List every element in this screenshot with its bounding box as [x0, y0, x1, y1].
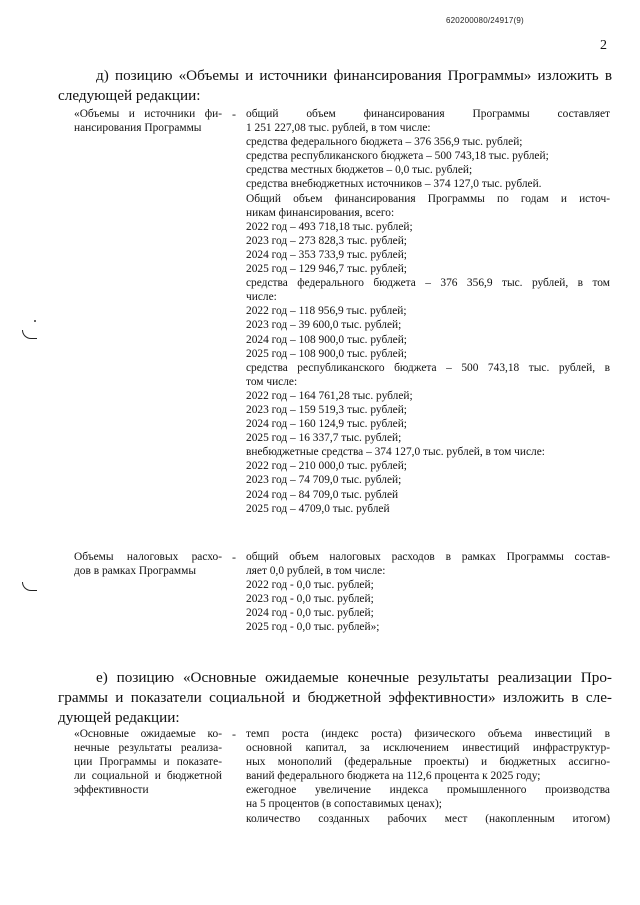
- value-line: 2023 год – 39 600,0 тыс. рублей;: [246, 319, 402, 332]
- label-line: «Основные ожидаемые ко-: [74, 728, 222, 740]
- value-line: 2024 год – 108 900,0 тыс. рублей;: [246, 333, 407, 346]
- value-line: количество созданных рабочих мест (накопленным итогом): [246, 812, 610, 825]
- value-line: средства республиканского бюджета – 500 743,18 тыс. рублей, в: [246, 361, 610, 374]
- value-line: общий объем налоговых расходов в рамках Программы состав-: [246, 551, 610, 563]
- value-line: ных монополий (федеральные проекты) и бюджетных ассигно-: [246, 756, 610, 769]
- label-line: ции Программы и показате-: [74, 756, 222, 769]
- financing-row-value: [246, 107, 610, 516]
- value-line: темп роста (индекс роста) физического объема инвестиций в: [246, 728, 610, 740]
- text-line: дующей редакции:: [58, 709, 180, 726]
- value-line: средства внебюджетных источников – 374 127,0 тыс. рублей.: [246, 178, 542, 191]
- page-number: 2: [600, 38, 607, 53]
- value-line: средства местных бюджетов – 0,0 тыс. рублей;: [246, 164, 473, 177]
- value-line: 2025 год – 16 337,7 тыс. рублей;: [246, 432, 402, 445]
- tax-expenditure-row-value: [246, 550, 610, 635]
- value-line: 2025 год – 108 900,0 тыс. рублей;: [246, 347, 407, 360]
- label-line: Объемы налоговых расхо-: [74, 551, 222, 563]
- label-line: нечные результаты реализа-: [74, 742, 222, 755]
- label-line: дов в рамках Программы: [74, 565, 196, 578]
- value-line: 2025 год – 129 946,7 тыс. рублей;: [246, 263, 407, 276]
- scan-hole-mark: [22, 330, 37, 339]
- value-line: 2022 год – 118 956,9 тыс. рублей;: [246, 305, 407, 318]
- value-line: 2023 год – 74 709,0 тыс. рублей;: [246, 474, 402, 487]
- value-line: 1 251 227,08 тыс. рублей, в том числе:: [246, 122, 431, 135]
- text-line: е) позицию «Основные ожидаемые конечные результаты реализации Про-: [96, 669, 612, 686]
- results-row-label: [74, 727, 222, 797]
- tax-expenditure-row-label: [74, 550, 222, 578]
- value-line: том числе:: [246, 375, 298, 388]
- row-dash: -: [232, 107, 236, 121]
- value-line: 2025 год – 4709,0 тыс. рублей: [246, 502, 390, 515]
- value-line: 2024 год – 84 709,0 тыс. рублей: [246, 488, 399, 501]
- value-line: 2024 год - 0,0 тыс. рублей;: [246, 607, 374, 620]
- value-line: никам финансирования, всего:: [246, 206, 395, 219]
- value-line: средства республиканского бюджета – 500 743,18 тыс. рублей;: [246, 150, 549, 163]
- label-line: «Объемы и источники фи-: [74, 108, 222, 120]
- row-dash: -: [232, 550, 236, 564]
- text-line: следующей редакции:: [58, 87, 201, 104]
- value-line: 2024 год – 353 733,9 тыс. рублей;: [246, 248, 407, 261]
- label-line: нансирования Программы: [74, 122, 202, 135]
- value-line: основной капитал, за исключением инвестиций инфраструктур-: [246, 742, 610, 755]
- scan-hole-mark: [22, 582, 37, 591]
- document-code: 620200080/24917(9): [446, 16, 524, 25]
- label-line: эффективности: [74, 784, 149, 797]
- value-line: ежегодное увеличение индекса промышленного производства: [246, 784, 610, 797]
- results-row-value: [246, 727, 610, 826]
- label-line: ли социальной и бюджетной: [74, 770, 222, 783]
- value-line: Общий объем финансирования Программы по годам и источ-: [246, 192, 610, 205]
- section-e-intro: [58, 668, 612, 728]
- value-line: 2023 год – 273 828,3 тыс. рублей;: [246, 234, 407, 247]
- text-line: граммы и показатели социальной и бюджетной эффективности» изложить в сле-: [58, 689, 612, 706]
- value-line: ляет 0,0 рублей, в том числе:: [246, 565, 386, 578]
- value-line: 2022 год – 493 718,18 тыс. рублей;: [246, 220, 413, 233]
- value-line: 2023 год – 159 519,3 тыс. рублей;: [246, 403, 407, 416]
- text-line: д) позицию «Объемы и источники финансирования Программы» изложить в: [96, 67, 612, 84]
- value-line: 2025 год - 0,0 тыс. рублей»;: [246, 621, 380, 634]
- section-d-intro: [58, 66, 612, 106]
- financing-row-label: [74, 107, 222, 135]
- value-line: 2024 год – 160 124,9 тыс. рублей;: [246, 418, 407, 431]
- value-line: средства федерального бюджета – 376 356,9 тыс. рублей;: [246, 136, 523, 149]
- value-line: числе:: [246, 291, 277, 304]
- value-line: 2022 год - 0,0 тыс. рублей;: [246, 579, 374, 592]
- value-line: 2022 год – 164 761,28 тыс. рублей;: [246, 389, 413, 402]
- value-line: 2022 год – 210 000,0 тыс. рублей;: [246, 460, 407, 473]
- value-line: на 5 процентов (в сопоставимых ценах);: [246, 798, 442, 811]
- value-line: ваний федерального бюджета на 112,6 процента к 2025 году;: [246, 770, 541, 783]
- value-line: средства федерального бюджета – 376 356,9 тыс. рублей, в том: [246, 277, 610, 290]
- value-line: внебюджетные средства – 374 127,0 тыс. рублей, в том числе:: [246, 446, 545, 459]
- value-line: 2023 год - 0,0 тыс. рублей;: [246, 593, 374, 606]
- value-line: общий объем финансирования Программы составляет: [246, 108, 610, 120]
- scan-dot-mark: [34, 320, 36, 322]
- row-dash: -: [232, 727, 236, 741]
